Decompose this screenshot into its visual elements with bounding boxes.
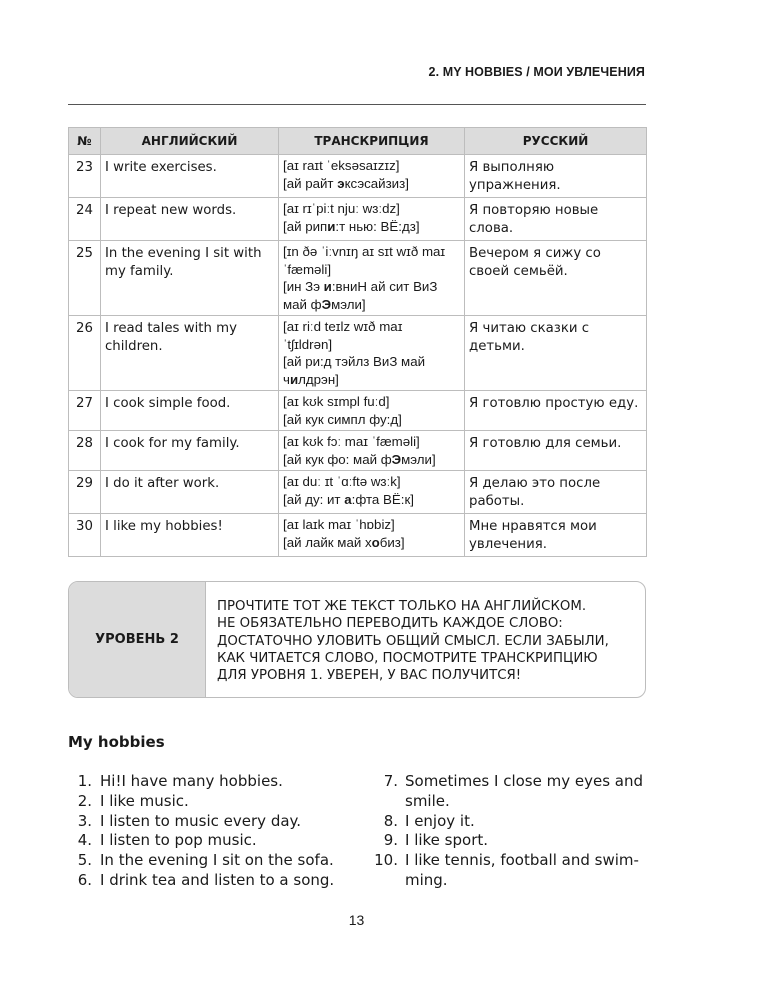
transcription-cell [279, 155, 465, 198]
instruction-line: КАК ЧИТАЕТСЯ СЛОВО, ПОСМОТРИТЕ ТРАНСКРИПЦИЮ [217, 650, 598, 666]
ipa-transcription: ˈfæməli] [283, 261, 332, 277]
row-number: 23 [69, 155, 101, 198]
instruction-line: ДОСТАТОЧНО УЛОВИТЬ ОБЩИЙ СМЫСЛ. ЕСЛИ ЗАБЫЛИ, [217, 633, 609, 649]
list-item: 2. I like music. [77, 791, 189, 810]
list-item: 5. In the evening I sit on the sofa. [77, 851, 334, 870]
russian-translation: Вечером я сижу со своей семьёй. [465, 241, 647, 316]
table-row [69, 431, 647, 471]
row-number: 30 [69, 514, 101, 557]
russian-translation: Я выполняю упражнения. [465, 155, 647, 198]
russian-phonetic: [ай рипи:т нью: ВЁ:дз] [283, 218, 420, 234]
table-header-row [69, 128, 647, 155]
russian-translation: Я делаю это после работы. [465, 471, 647, 514]
level-2-instruction-box [68, 581, 646, 698]
row-number: 28 [69, 431, 101, 471]
english-phrase: I cook for my family. [101, 431, 279, 471]
ipa-transcription: [aɪ duː ɪt ˈɑːftə wɜːk] [283, 474, 401, 489]
transcription-cell [279, 316, 465, 391]
level-instructions [217, 598, 637, 684]
russian-translation: Я готовлю простую еду. [465, 391, 647, 431]
ipa-transcription: [aɪ kʊk fɔː maɪ ˈfæməli] [283, 434, 420, 449]
vocabulary-table [68, 127, 647, 557]
english-phrase: In the evening I sit with my family. [101, 241, 279, 316]
table-row [69, 241, 647, 316]
ipa-transcription: [aɪ laɪk maɪ ˈhɒbiz] [283, 517, 395, 532]
transcription-cell [279, 241, 465, 316]
ipa-transcription: ˈtʃɪldrən] [283, 336, 333, 352]
russian-phonetic: [ай райт эксэсайзиз] [283, 175, 409, 191]
page-number: 13 [348, 912, 365, 928]
table-row [69, 471, 647, 514]
russian-phonetic: [ин Зэ и:вниН ай сит ВиЗ май фЭмэли] [283, 279, 438, 312]
row-number: 24 [69, 198, 101, 241]
russian-phonetic: [ай ду: ит а:фта ВЁ:к] [283, 491, 414, 507]
transcription-cell [279, 391, 465, 431]
table-row [69, 391, 647, 431]
header-divider [68, 104, 646, 105]
english-phrase: I do it after work. [101, 471, 279, 514]
ipa-transcription: [aɪ riːd teɪlz wɪð maɪ [283, 319, 403, 334]
instruction-line: НЕ ОБЯЗАТЕЛЬНО ПЕРЕВОДИТЬ КАЖДОЕ СЛОВО: [217, 616, 563, 632]
list-item: 3. I listen to music every day. [77, 811, 302, 830]
english-phrase: I read tales with my children. [101, 316, 279, 391]
level-label: УРОВЕНЬ 2 [69, 582, 205, 697]
column-header-number: № [69, 128, 101, 155]
list-item: 4. I listen to pop music. [77, 831, 257, 850]
row-number: 29 [69, 471, 101, 514]
list-item: 9. I like sport. [383, 831, 489, 850]
english-phrase: I cook simple food. [101, 391, 279, 431]
english-phrase: I like my hobbies! [101, 514, 279, 557]
russian-phonetic: [ай ри:д тэйлз ВиЗ май чилдрэн] [283, 354, 426, 387]
ipa-transcription: [aɪ raɪt ˈeksəsaɪzɪz] [283, 158, 400, 173]
box-divider [205, 582, 206, 697]
russian-translation: Я повторяю новые слова. [465, 198, 647, 241]
table-row [69, 514, 647, 557]
english-phrase: I repeat new words. [101, 198, 279, 241]
russian-translation: Я читаю сказки с детьми. [465, 316, 647, 391]
russian-translation: Я готовлю для семьи. [465, 431, 647, 471]
column-header-transcription: ТРАНСКРИПЦИЯ [279, 128, 465, 155]
russian-phonetic: [ай кук фо: май фЭмэли] [283, 451, 436, 467]
list-item: 8. I enjoy it. [383, 811, 475, 830]
column-header-english: АНГЛИЙСКИЙ [101, 128, 279, 155]
transcription-cell [279, 198, 465, 241]
russian-translation: Мне нравятся мои увлечения. [465, 514, 647, 557]
list-item: 6. I drink tea and listen to a song. [77, 870, 335, 889]
ipa-transcription: [aɪ rɪˈpiːt njuː wɜːdz] [283, 201, 400, 216]
row-number: 25 [69, 241, 101, 316]
sentence-list-right [372, 772, 647, 891]
transcription-cell [279, 431, 465, 471]
english-phrase: I write exercises. [101, 155, 279, 198]
list-item: 1. Hi!I have many hobbies. [77, 772, 283, 790]
table-row [69, 316, 647, 391]
instruction-line: ДЛЯ УРОВНЯ 1. УВЕРЕН, У ВАС ПОЛУЧИТСЯ! [217, 668, 522, 684]
table-row [69, 155, 647, 198]
page-header-title: 2. MY HOBBIES / МОИ УВЛЕЧЕНИЯ [428, 65, 645, 79]
list-item: 10. I like tennis, football and swim-ming. [374, 851, 639, 889]
table-row [69, 198, 647, 241]
text-title: My hobbies [68, 733, 165, 751]
instruction-line: ПРОЧТИТЕ ТОТ ЖЕ ТЕКСТ ТОЛЬКО НА АНГЛИЙСКОМ. [217, 599, 587, 614]
russian-phonetic: [ай лайк май хобиз] [283, 534, 405, 550]
row-number: 27 [69, 391, 101, 431]
transcription-cell [279, 471, 465, 514]
transcription-cell [279, 514, 465, 557]
list-item: 7. Sometimes I close my eyes and smile. [383, 772, 644, 810]
ipa-transcription: [ɪn ðə ˈiːvnɪŋ aɪ sɪt wɪð maɪ [283, 244, 446, 259]
row-number: 26 [69, 316, 101, 391]
ipa-transcription: [aɪ kʊk sɪmpl fuːd] [283, 394, 390, 409]
column-header-russian: РУССКИЙ [465, 128, 647, 155]
russian-phonetic: [ай кук симпл фу:д] [283, 411, 402, 427]
sentence-list-left [68, 772, 358, 891]
